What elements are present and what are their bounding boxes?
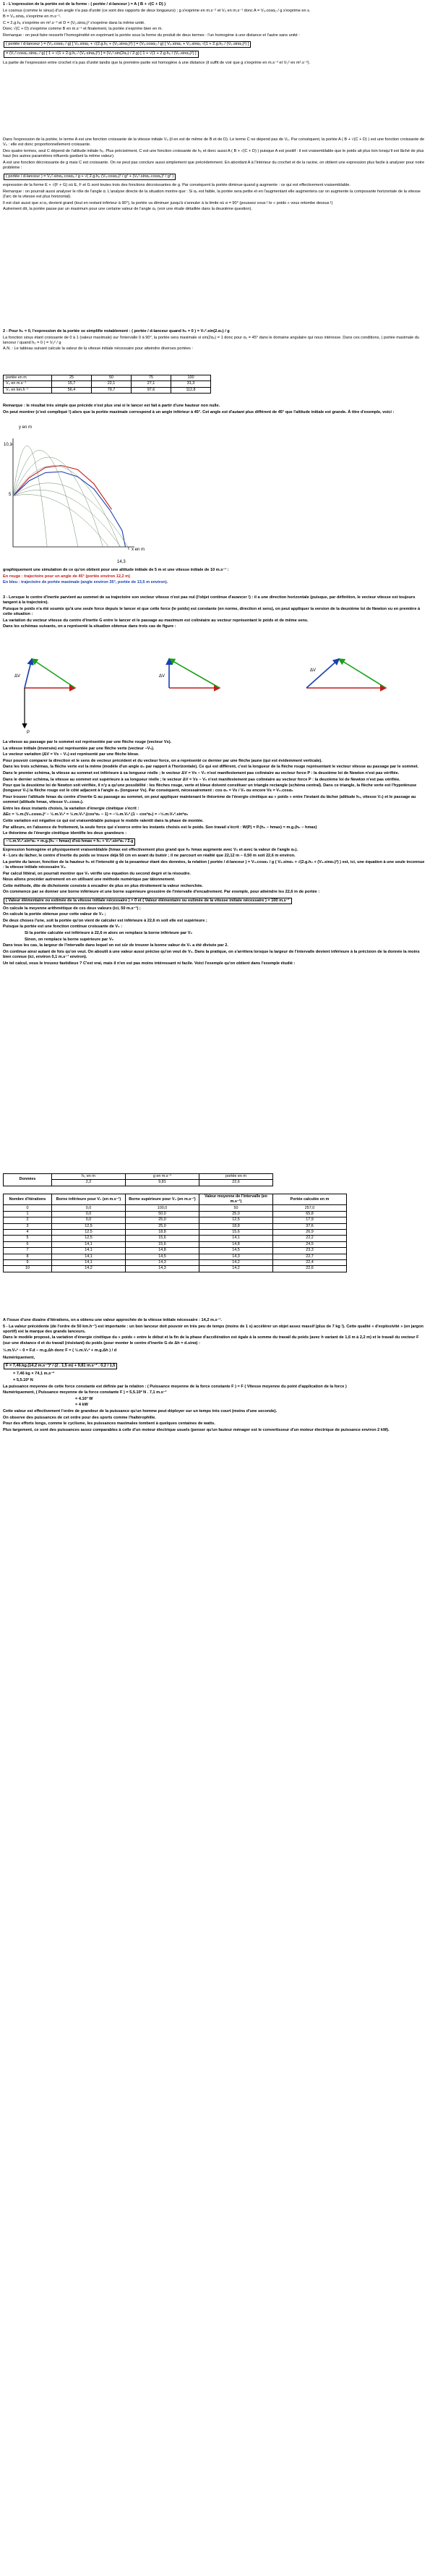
equation: F = 7,46.kg.(14,2 m.s⁻¹)² / (2 . 1,5 m) + 9,81 m.s⁻² . 0,2 / 1,5: [3, 1363, 426, 1369]
table-row: [4, 1241, 347, 1247]
paragraph: Dans les schémas suivants, on a représenté la situation obtenue dans trois cas de figure :: [3, 624, 176, 629]
paragraph: Remarque : le résultat très simple que précède n'est plus vrai si le lancer est fait à partir d'une hauteur non nulle.: [3, 404, 220, 408]
table-cell: 24,5: [273, 1241, 347, 1247]
paragraph: Remarque : on pourrait aussi analyser le rôle de l'angle α. L'analyse directe de la situation montre que : Si α₀ est faible, la portée sera petite et en l'augmentant elle augmentera car on augmente la composante horizontale de la vitesse (l'arc de la vitesse est plus horizontal).: [3, 189, 421, 199]
table-cell: 37,6: [273, 1223, 347, 1229]
question-5: 5 - La valeur précédente (de l'ordre de 50 km.h⁻¹) est importante : un bon lanceur doit pouvoir en très peu de temps (moins de 1 s) accélérer un objet assez massif (plus de 7 kg !). Cette qualité « d'explosivité » (en jargon sportif) est la marque des grands lanceurs.: [3, 1324, 423, 1334]
section-influence-parametres: [3, 137, 426, 327]
y-tick-max: 10,1: [4, 443, 12, 447]
paragraph: Par ailleurs, en l'absence de frottement, la seule force qui s'exerce entre les instants choisis est le poids. Son travail s'écrit : W(P) = P.(h₀ − hmax) = m.g.(h₀ − hmax): [3, 825, 317, 830]
table-cell: 18,8: [126, 1229, 199, 1235]
table-cell: 12,5: [199, 1217, 273, 1223]
paragraph: Dans les trois schémas, la flèche verte est la même (modèle d'un angle α₀ par rapport à l'horizontale). Ce qui est différent, c'est la longueur de la flèche rouge représentant le vecteur vitesse au passage par le sommet.: [3, 765, 419, 770]
equation: −½.m.V₀².sin²α₀ = m.g.(h₀ − hmax) d'où hmax = h₀ + V₀².sin²α₀ / 2.g: [3, 838, 426, 845]
vector-diagrams: [3, 655, 426, 739]
paragraph: La puissance moyenne de cette force constante est définie par la relation : ( Puissance moyenne de la force constante F ) = F ( Vitesse moyenne du point d'application de la force ): [3, 1384, 347, 1389]
equation: ½.m.V₀² − 0 = F.d − m.g.Δh donc F = ( ½.m.V₀² + m.g.Δh ) / d: [3, 1348, 117, 1353]
paragraph: On observe des puissances de cet ordre pour des sports comme l'haltérophilie.: [3, 1415, 156, 1420]
table-cell: 5: [4, 1236, 52, 1241]
table-cell: 22,7: [273, 1254, 347, 1259]
table-cell: 65,8: [273, 1211, 347, 1217]
table-dichotomie: [3, 1194, 426, 1317]
paragraph: Le théorème de l'énergie cinétique identifie les deux grandeurs :: [3, 831, 127, 836]
table-cell: 50: [199, 1205, 273, 1211]
table-cell: 14,1: [52, 1254, 126, 1259]
paragraph: Plus largement, ce sont des puissances assez comparables à celle d'un moteur électrique usuels (penser qu'un fauteur ménager est le convertisseur d'un moteur électrique de puissance environ 2 kW).: [3, 1427, 390, 1432]
paragraph: Cette valeur est effectivement l'ordre de grandeur de la puissance qu'un homme peut déployer sur un temps très court (moins d'une seconde).: [3, 1408, 278, 1414]
paragraph: On commence par se donner une borne inférieure et une borne supérieure grossière de l'intervalle d'encadrement. Par exemple, pour atteindre les 22,6 m de portée :: [3, 890, 320, 895]
table-cell: 0: [4, 1205, 52, 1211]
section-2-portee-maximale: [3, 329, 426, 373]
table-cell: 22,4: [273, 1259, 347, 1265]
table-row-header: portée en m: [4, 375, 52, 381]
paragraph: Nous allons procéder autrement en en utilisant une méthode numérique par tâtonnement.: [3, 877, 176, 883]
table-cell: 15,6: [126, 1241, 199, 1247]
paragraph: A est une fonction décroissante de g mais C est croissante. On ne peut pas conclure aussi simplement que précédemment. En abordant A à l'intérieur du crochet et de la racine, on obtient une expression plus facile à analyser pour notre problème :: [3, 160, 425, 170]
x-tick-max: 14,3: [117, 560, 126, 564]
table-row: [4, 1205, 347, 1211]
legend-red: En rouge : trajectoire pour un angle de 45° (portée environ 12,2 m): [3, 574, 130, 579]
delta-v-label: ΔV: [310, 668, 317, 673]
table-cell: 22,2: [273, 1236, 347, 1241]
table-cell: 25,0: [199, 1211, 273, 1217]
paragraph: graphiquement une simulation de ce qu'on obtient pour une altitude initiale de 5 m et une vitesse initiale de 10 m.s⁻¹ :: [3, 568, 229, 572]
trajectory-chart: [3, 422, 147, 567]
paragraph: B = V₀.sinα₀ s'exprime en m.s⁻¹.: [3, 14, 61, 20]
equation: ( Valeur élémentaire ou estimée de la vitesse initiale nécessaire ) = 0 et ( Valeur élémentaire ou estimée de la vitesse initiale nécessaire ) = 100 m.s⁻¹: [3, 898, 426, 904]
equation: = 4 kW: [75, 1403, 88, 1408]
force-label: P: [27, 731, 30, 735]
paragraph: Dans l'expression de la portée, le terme A est une fonction croissante de la vitesse initiale V₀ (il en est de même de B et de D). Le terme C ne dépend pas de V₀. Par conséquent, la portée A ( B + √(C + D) ) est une fonction croissante de V₀ : elle est donc proportionnellement croissante.: [3, 137, 425, 148]
delta-v-label: ΔV: [159, 674, 165, 679]
question-4: 4 - Lors du lâcher, le centre d'inertie du poids se trouve déjà 50 cm en avant du butoir ; il ne parcourt en réalité que 22,12 m − 0,50 m soit 22,6 m environ.: [3, 854, 296, 859]
table-cell: 100,0: [126, 1205, 199, 1211]
paragraph: Le vecteur variation (ΔV = Vs − V₀) est représenté par une flèche bleue.: [3, 752, 139, 757]
paragraph: La vitesse au passage par le sommet est représentée par une flèche rouge (vecteur Vs).: [3, 740, 172, 744]
table-cell: 4: [4, 1229, 52, 1235]
dichotomy-table: Nombre d'itérations Borne inférieure pour V₀ (en m.s⁻¹) Borne supérieure pour V₀ (en m.s⁻¹) Valeur moyenne de l'intervalle (en m.s⁻¹) Portée calculée en m 0 0,0 100,0 50 257,0 1 0,0 50,0 25,0 65,8 2 0,0 25,0 12,5 17,9 3 12,5 25,0 18,8 37,6 4 12,5 18,8 15,6 26,9 5 12,5 15,6 14,1 22,2 6 14,1 15,6 14,8 24,5 7 14,1 14,8 14,5 23,3 8 14,1 14,5 14,3 22,7 9 14,1 14,3 14,2 22,4 10 14,2 14,3 14,2 22,6: [3, 1194, 347, 1272]
table-row: [4, 1223, 347, 1229]
equation: = (V₀².cosα₀.sinα₀ / g) [ 1 + √(1 + 2.g.h₀ / (V₀.sinα₀)²) ] = (V₀².sin(2α₀) / 2.g) [ 1 + √(1 + 2.g.h₀ / (V₀.sinα₀)²) ]: [3, 51, 426, 57]
equation: = 4.10³ W: [75, 1396, 93, 1401]
paragraph: Pour pouvoir comparer la direction et le sens de vecteur précédent et du vecteur force, on a représenté ce dernier par une flèche jaune (qui est évidemment verticale).: [3, 758, 322, 763]
paragraph: Autrement dit, la portée passe par un maximum pour une certaine valeur de l'angle α₀ (voir une étude détaillée dans la deuxième question).: [3, 207, 252, 212]
paragraph: Des quatre termes, seul C dépend de l'altitude initiale h₀. Plus précisément, C est une fonction croissante de h₀ et donc aussi A ( B + √(C + D) ) puisque A est positif : il est vraisemblable que le poids ait plus loin lorsqu'il est lâché de plus haut (les autres paramètres influents gardant la même valeur).: [3, 148, 424, 158]
paragraph: Dans le dernier schéma, la vitesse au sommet est supérieure à sa longueur réelle ; le vecteur ΔV = Vs − V₀ n'est manifestement pas colinéaire au vecteur force P : la deuxième loi de Newton n'est pas vérifiée.: [3, 777, 400, 782]
diagram-3: [306, 659, 386, 688]
section-legende-graph: [3, 568, 426, 594]
table-cell: 8: [4, 1254, 52, 1259]
table-cell: 12,5: [52, 1223, 126, 1229]
paragraph: La vitesse initiale (inversée) est représentée par une flèche verte (vecteur −V₀).: [3, 746, 155, 751]
table-cell: 18,8: [199, 1223, 273, 1229]
paragraph: Un tel calcul, vous le trouvez fastidieux ? C'est vrai, mais il n'en est pas moins intéressant ni facile. Voici l'exemple qu'on obtient dans l'exemple étudié :: [3, 961, 296, 966]
paragraph: Puisque le poids n'a été soumis qu'à une seule force depuis le lancer et que cette force (le poids) est constante (en norme, direction et sens), on peut appliquer la version de la deuxième loi de Newton vu en première à cette situation :: [3, 606, 421, 616]
table-row: [4, 1259, 347, 1265]
paragraph: Donc √(C + D) s'exprime comme B en m.s⁻¹ et finalement, la portée s'exprime bien en m.: [3, 27, 163, 32]
table-cell: 14,1: [52, 1241, 126, 1247]
table-cell: 22,6: [273, 1266, 347, 1272]
table-cell: 3: [4, 1223, 52, 1229]
trajectory-svg: [3, 422, 147, 567]
section-remarque-portee: [3, 404, 426, 422]
x-axis-label: x en m: [132, 548, 145, 552]
paragraph: Il est clair aussi que si α₀ devient grand (tout en restant inférieur à 90°), la portée va diminuer jusqu'à s'annuler à la limite où α = 90° (poussez vous ! le « poids » vous retombe dessus !): [3, 200, 333, 205]
paragraph: Expression homogène et physiquement vraisemblable (hmax est effectivement plus grand que h₀ hmax augmente avec V₀ et avec la valeur de l'angle α₀).: [3, 847, 298, 852]
paragraph: Dans tous les cas, la largeur de l'intervalle dans lequel on est sûr de trouver la bonne valeur de V₀ a été divisée par 2.: [3, 943, 228, 948]
paragraph: Sinon, on remplace la borne supérieure par V₀: [25, 937, 114, 942]
paragraph: On peut montrer (c'est compliqué !) alors que la portée maximale correspond à un angle inférieur à 45°. Cet angle est d'autant plus différent de 45° que l'altitude initiale est grande. À titre d'exemple, voici :: [3, 409, 395, 415]
equation: = 7,46 kg × 74,1 m.s⁻²: [13, 1372, 55, 1377]
table-cell: 14,1: [52, 1259, 126, 1265]
table-cell: 14,5: [199, 1248, 273, 1254]
diagram-2: [159, 659, 220, 688]
paragraph: On calcule la portée obtenue pour cette valeur de V₀ ;: [3, 912, 106, 917]
paragraph: Dans le premier schéma, la vitesse au sommet est inférieure à sa longueur réelle ; le vecteur ΔV = Vs − V₀ n'est manifestement pas colinéaire au vecteur force P : la deuxième loi de Newton n'est pas vérifiée.: [3, 770, 400, 775]
fan-trajectory: [13, 483, 128, 547]
paragraph: Pour que la deuxième loi de Newton soit vérifiée, il n'y a qu'une possibilité : les flèches rouge, verte et bleue doivent constituer un triangle rectangle (schéma central). Dans ce triangle, la flèche verte est l'hypoténuse (longueur V₀) la flèche rouge est le côté adjacent à l'angle α₀ (longueur Vs). Par conséquent, nécessairement : cos α₀ = Vs / V₀ ou encore Vs = V₀.cosα₀: [3, 783, 417, 794]
table-cell: 14,1: [52, 1248, 126, 1254]
paragraph: La portée du lancer, fonction de la hauteur h₀ et l'intensité g de la pesanteur étant des données, la relation ( portée / d-lanceur ) = V₀.cosα₀ / g ( V₀.sinα₀ + √(2.g.h₀ + (V₀.sinα₀)²) ) est, ici, une équation à une seule inconnue : la vitesse initiale nécessaire V₀.: [3, 859, 425, 870]
table-cell: 14,3: [126, 1266, 199, 1272]
table-cell: 14,2: [199, 1266, 273, 1272]
question-3: 3 - Lorsque le centre d'inertie parvient au sommet de sa trajectoire son vecteur vitesse n'est pas nul (l'objet continue d'avancer !) : il a une direction horizontale (puisque, par définition, le vecteur vitesse est toujours tangent à la trajectoire).: [3, 595, 416, 605]
paragraph: Numériquement, ( Puissance moyenne de la force constante F ) = 5,5.10² N . 7,1 m.s⁻¹: [3, 1390, 167, 1395]
table-cell: 14,2: [199, 1259, 273, 1265]
paragraph: Cette méthode, dite de dichotomie consiste à encadrer de plus en plus étroitement la valeur recherchée.: [3, 883, 203, 888]
equation: = 5,5.10² N: [13, 1378, 33, 1382]
section-5-force-puissance: [3, 1318, 426, 2573]
legend-blue: En bleu : trajectoire de portée maximale (angle environ 35°, portée de 13,5 m environ).: [3, 580, 168, 585]
question-2: 2 - Pour h₀ = 0, l'expression de la portée se simplifie notablement : ( portée / d-lanceur quand h₀ = 0 ) = V₀².sin(2.α₀) / g: [3, 329, 230, 333]
table-cell: 7: [4, 1248, 52, 1254]
equation: ( portée / d-lanceur ) = V₀².sinα₀.cosα₀ / g + √( 2.g.h₀ (V₀.cosα₀)² / g² + (V₀².sinα₀.cosα₀)² / g² ): [3, 174, 426, 180]
table-cell: 25,0: [126, 1217, 199, 1223]
paragraph: Cette variation est négative ce qui est vraisemblable puisque le mobile ralentit dans la phase de montée.: [3, 818, 204, 823]
paragraph: La variation du vecteur vitesse du centre d'inertie G entre le lancer et le passage au maximum est colinéaire au vecteur représentant le poids et de même sens.: [3, 618, 309, 623]
paragraph: Pour trouver l'altitude hmax du centre d'inertie G au passage au sommet, on peut appliquer maintenant le théorème de l'énergie cinétique au « poids » entre l'instant du lâcher (altitude h₀, vitesse V₀) et le passage au sommet (altitude hmax, vitesse V₀.cosα₀).: [3, 794, 416, 805]
paragraph: expression de la forme E + √(F + G) où E, F et G sont toutes trois des fonctions décroissantes de g. Par conséquent la portée diminue quand g augmente : ce qui est effectivement vraisemblable.: [3, 183, 351, 188]
table-cell: 14,1: [199, 1236, 273, 1241]
diagram-1: [14, 659, 75, 735]
paragraph: A.N. : Le tableau suivant calcule la valeur de la vitesse initiale nécessaire pour atteindre diverses portées :: [3, 347, 194, 352]
table-cell: 0,0: [52, 1211, 126, 1217]
equation: ( portée / d-lanceur ) = (V₀.cosα₀ / g) [ V₀.sinα₀ + √(2.g.h₀ + (V₀.sinα₀)²) ] = (V₀.cosα₀ / g) [ V₀.sinα₀ + V₀.sinα₀ √(1 + 2.g.h₀ / (V₀.sinα₀)²) ]: [3, 41, 426, 48]
table-cell: 26,9: [273, 1229, 347, 1235]
table-row: [4, 1217, 347, 1223]
table-cell: 17,9: [273, 1217, 347, 1223]
table-cell: 12,5: [52, 1236, 126, 1241]
paragraph: Puisque la portée est une fonction continue croissante de V₀ :: [3, 924, 123, 930]
table-cell: 9: [4, 1259, 52, 1265]
table-row-header: V₀ en m.s⁻¹: [4, 381, 52, 387]
table-cell: 6: [4, 1241, 52, 1247]
table-cell: 14,5: [126, 1254, 199, 1259]
table-cell: 15,6: [126, 1236, 199, 1241]
table-cell: 14,2: [52, 1266, 126, 1272]
table-cell: 0,0: [52, 1217, 126, 1223]
table-donnees: [3, 1173, 426, 1191]
table-cell: 12,5: [52, 1229, 126, 1235]
table-cell: 50,0: [126, 1211, 199, 1217]
y-axis-label: y en m: [19, 425, 33, 430]
section-1-homogeneite: [3, 2, 426, 135]
table-row-header: V₀ en km.h⁻¹: [4, 387, 52, 393]
table-row: [4, 1236, 347, 1241]
table-cell: 14,3: [199, 1254, 273, 1259]
fan-trajectory: [13, 490, 121, 547]
paragraph: Pour des efforts longs, comme le cyclisme, les puissances maximales tombent à quelques centaines de watts.: [3, 1421, 215, 1427]
y-tick-mid: 5: [9, 493, 12, 497]
table-cell: 14,3: [126, 1259, 199, 1265]
table-cell: 14,8: [126, 1248, 199, 1254]
table-cell: 23,3: [273, 1248, 347, 1254]
equation: ΔEc = ½.m.(V₀.cosα₀)² − ½.m.V₀² = ½.m.V₀².(cos²α₀ − 1) = −½.m.V₀².(1 − cos²α₀) = −½.m.V₀².sin²α₀: [3, 812, 189, 817]
paragraph: Numériquement,: [3, 1356, 35, 1360]
paragraph: De deux choses l'une, soit la portée qu'on vient de calculer est inférieure à 22,6 m soit elle est supérieure ;: [3, 918, 207, 923]
table-row: [4, 1211, 347, 1217]
table-row: [4, 1229, 347, 1235]
table-cell: 1: [4, 1211, 52, 1217]
paragraph: Entre les deux instants choisis, la variation d'énergie cinétique s'écrit :: [3, 806, 139, 811]
paragraph: Par calcul littéral, on pourrait montrer que V₀ vérifie une équation du second degré et la résoudre.: [3, 871, 191, 876]
table-row: [4, 1248, 347, 1254]
table-cell: 10: [4, 1266, 52, 1272]
table-cell: 14,8: [199, 1241, 273, 1247]
data-table: Données h₀ en m g en m.s⁻² portée en m 2,2 9,81 22,6: [3, 1173, 273, 1186]
section-sommet-et-dichotomie: [3, 740, 426, 1170]
series-line-1: [13, 472, 126, 547]
table-vitesse-portee: [3, 375, 426, 402]
paragraph: Remarque : on peut faire ressortir l'homogénéité en exprimant la portée sous la forme du produit de deux termes : l'un homogène à une distance et l'autre sans unité :: [3, 33, 300, 38]
table-cell: 257,0: [273, 1205, 347, 1211]
question-1-formula: 1 - L'expression de la portée est de la forme : ( portée / d-lanceur ) = A ( B + √(C + D) ): [3, 2, 166, 7]
delta-v-label: ΔV: [14, 674, 21, 679]
paragraph: La partie de l'expression entre crochet n'a pas d'unité tandis que la première partie est homogène à une distance (il suffit de voir que g s'exprime en m.s⁻² et V₀² en m².s⁻²).: [3, 60, 310, 65]
vector-diagrams-svg: [3, 655, 426, 739]
paragraph: Le cosinus (comme le sinus) d'un angle n'a pas d'unité (ce sont des rapports de deux longueurs) ; g s'exprime en m.s⁻² et V₀ en m.s⁻¹ donc A = V₀.cosα₀ / g s'exprime en s.: [3, 8, 311, 13]
table-cell: 25,0: [126, 1223, 199, 1229]
table-cell: 15,6: [199, 1229, 273, 1235]
table-cell: 2: [4, 1217, 52, 1223]
speed-table: portée en m 25 50 75 100 V₀ en m.s⁻¹ 15,7 22,1 27,1 31,3 V₀ en km.h⁻¹ 56,4 79,7 97,6 112,8: [3, 375, 211, 394]
paragraph: On continue ainsi autant de fois qu'on veut. On aboutit à une valeur aussi précise qu'on veut de V₀. Dans la pratique, on s'arrêtera lorsque la largeur de l'intervalle devient inférieure à la précision de la donnée la moins bien connue (ici, environ 0,1 m.s⁻¹ environ).: [3, 949, 420, 960]
table-row: [4, 1254, 347, 1259]
paragraph: On calcule la moyenne arithmétique de ces deux valeurs (ici, 50 m.s⁻¹) ;: [3, 906, 141, 911]
paragraph: C = 2.g.h₀ s'exprime en m².s⁻² et D = (V₀.sinα₀)² s'exprime dans la même unité.: [3, 20, 145, 25]
paragraph: Si la portée calculée est inférieure à 22,6 m alors on remplace la borne inférieure par V₀: [25, 931, 192, 936]
table-row: [4, 1266, 347, 1272]
paragraph: Dans le modèle proposé, la variation d'énergie cinétique du « poids » entre le début et la fin de la phase d'accélération est égale à la somme du travail du poids (avec h variant de 1,6 m à 2,2 m) et le travail du vecteur F (sur une distance d et du travail (résistant) du poids (pour monter le centre d'inertie G de Δh = d.sinα) :: [3, 1335, 419, 1346]
table-cell: 0,0: [52, 1205, 126, 1211]
paragraph: A l'issue d'une dizaine d'itérations, on a obtenu une valeur approchée de la vitesse initiale nécessaire : 14,2 m.s⁻¹.: [3, 1318, 222, 1322]
paragraph: La fonction sinus étant croissante de 0 à 1 (valeur maximale) sur l'intervalle 0 à 90°, la portée sera maximale si sin(2α₀) = 1 donc pour α₀ = 45° dans le domaine angulaire qui nous intéresse. Dans ces conditions, ( portée maximale du lanceur / quand h₀ = 0 ) = V₀² / g: [3, 335, 420, 345]
section-3-sommet: [3, 595, 426, 653]
